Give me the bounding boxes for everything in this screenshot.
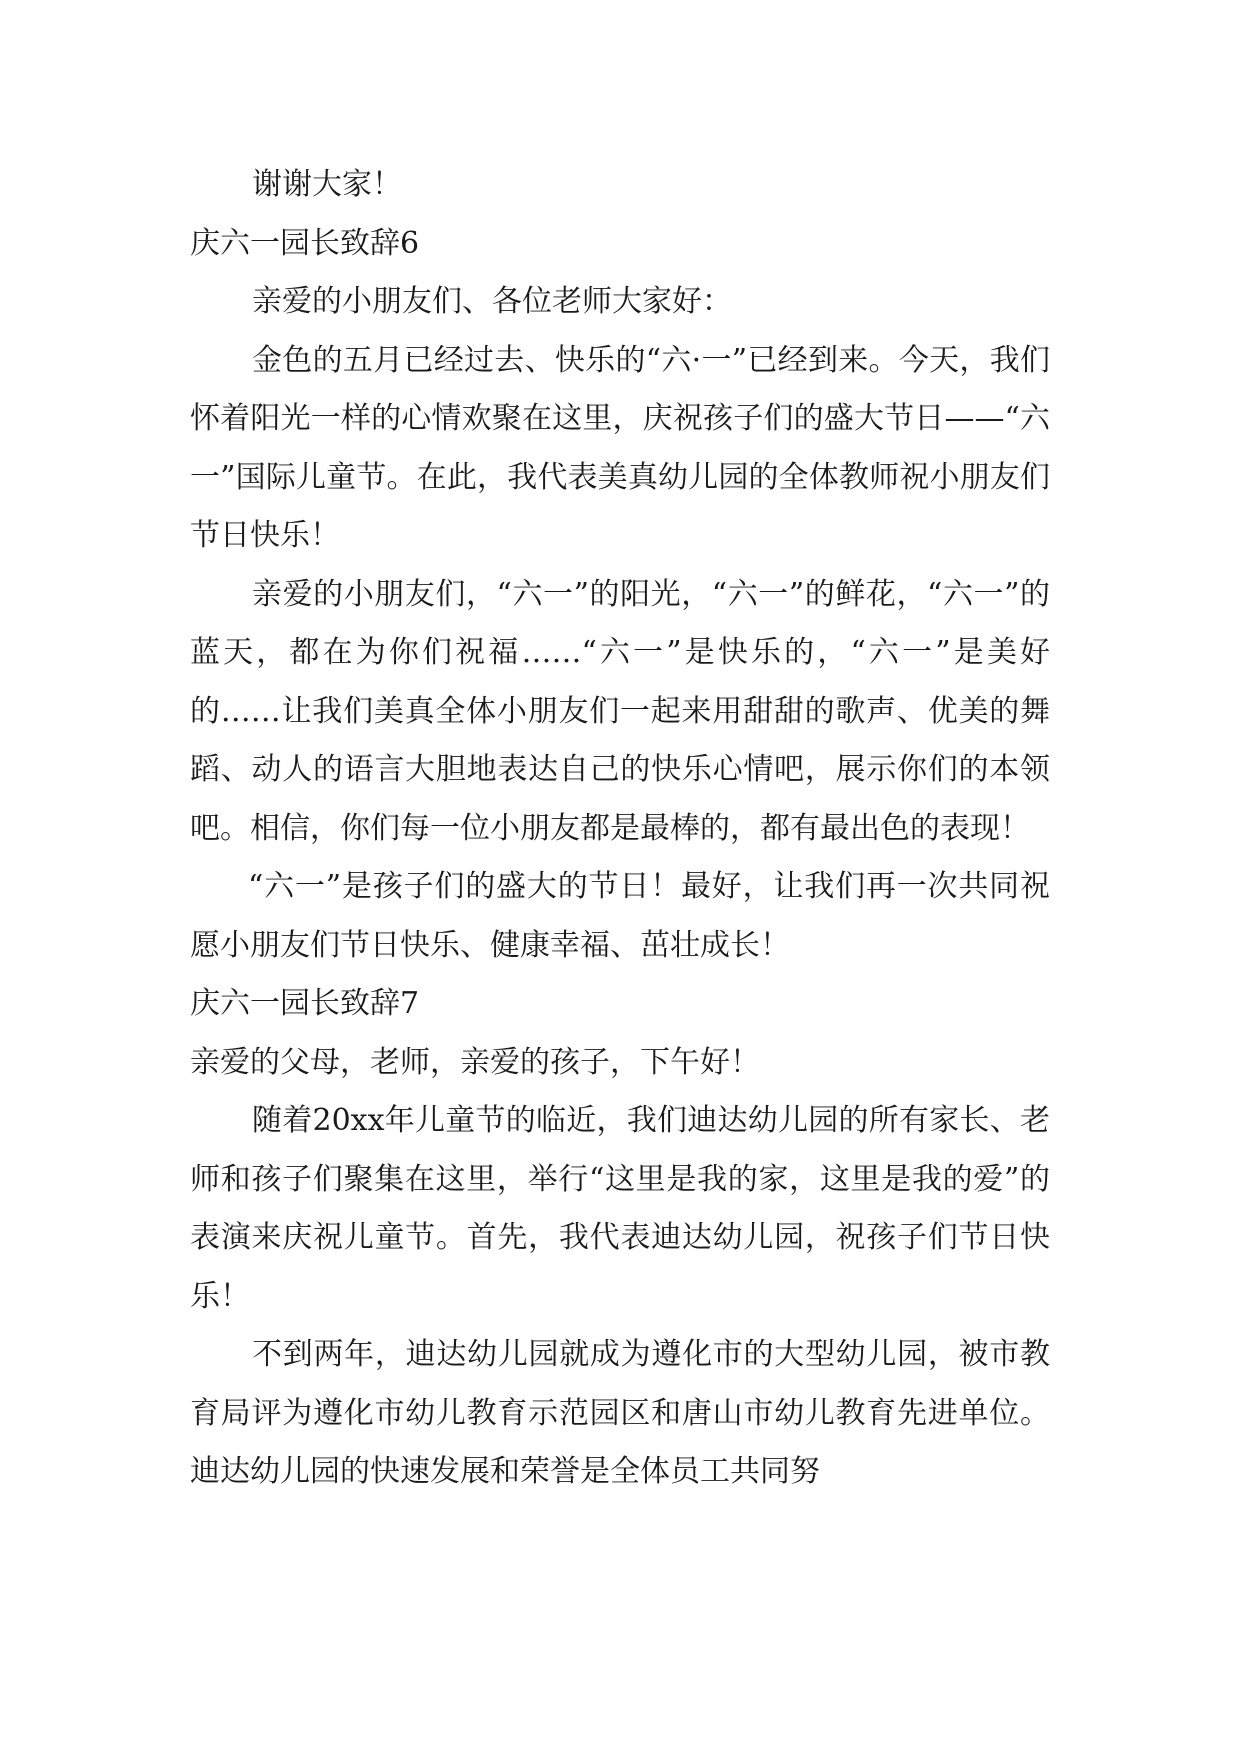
document-body [190,156,1050,1502]
body-paragraph: 金色的五月已经过去、快乐的“六·一”已经到来。今天，我们怀着阳光一样的心情欢聚在这里，庆祝孩子们的盛大节日——“六一”国际儿童节。在此，我代表美真幼儿园的全体教师祝小朋友们节日快乐！ [190,342,1050,553]
section-heading-6: 庆六一园长致辞6 [190,225,420,261]
body-paragraph: 随着20xx年儿童节的临近，我们迪达幼儿园的所有家长、老师和孩子们聚集在这里，举行“这里是我的家，这里是我的爱”的表演来庆祝儿童节。首先，我代表迪达幼儿园，祝孩子们节日快乐！ [190,1103,1050,1314]
section-heading-7: 庆六一园长致辞7 [190,986,420,1021]
closing-line: 谢谢大家！ [252,167,402,202]
greeting-paragraph: 亲爱的小朋友们、各位老师大家好： [252,284,732,319]
greeting-paragraph: 亲爱的父母，老师，亲爱的孩子，下午好！ [190,1044,760,1080]
body-paragraph: 不到两年，迪达幼儿园就成为遵化市的大型幼儿园，被市教育局评为遵化市幼儿教育示范园区和唐山市幼儿教育先进单位。迪达幼儿园的快速发展和荣誉是全体员工共同努 [190,1337,1050,1489]
body-paragraph: “六一”是孩子们的盛大的节日！最好，让我们再一次共同祝愿小朋友们节日快乐、健康幸福、茁壮成长！ [190,869,1050,963]
body-paragraph: 亲爱的小朋友们，“六一”的阳光，“六一”的鲜花，“六一”的蓝天，都在为你们祝福……“六一”是快乐的，“六一”是美好的……让我们美真全体小朋友们一起来用甜甜的歌声、优美的舞蹈、动人的语言大胆地表达自己的快乐心情吧，展示你们的本领吧。相信，你们每一位小朋友都是最棒的，都有最出色的表现！ [190,576,1050,846]
